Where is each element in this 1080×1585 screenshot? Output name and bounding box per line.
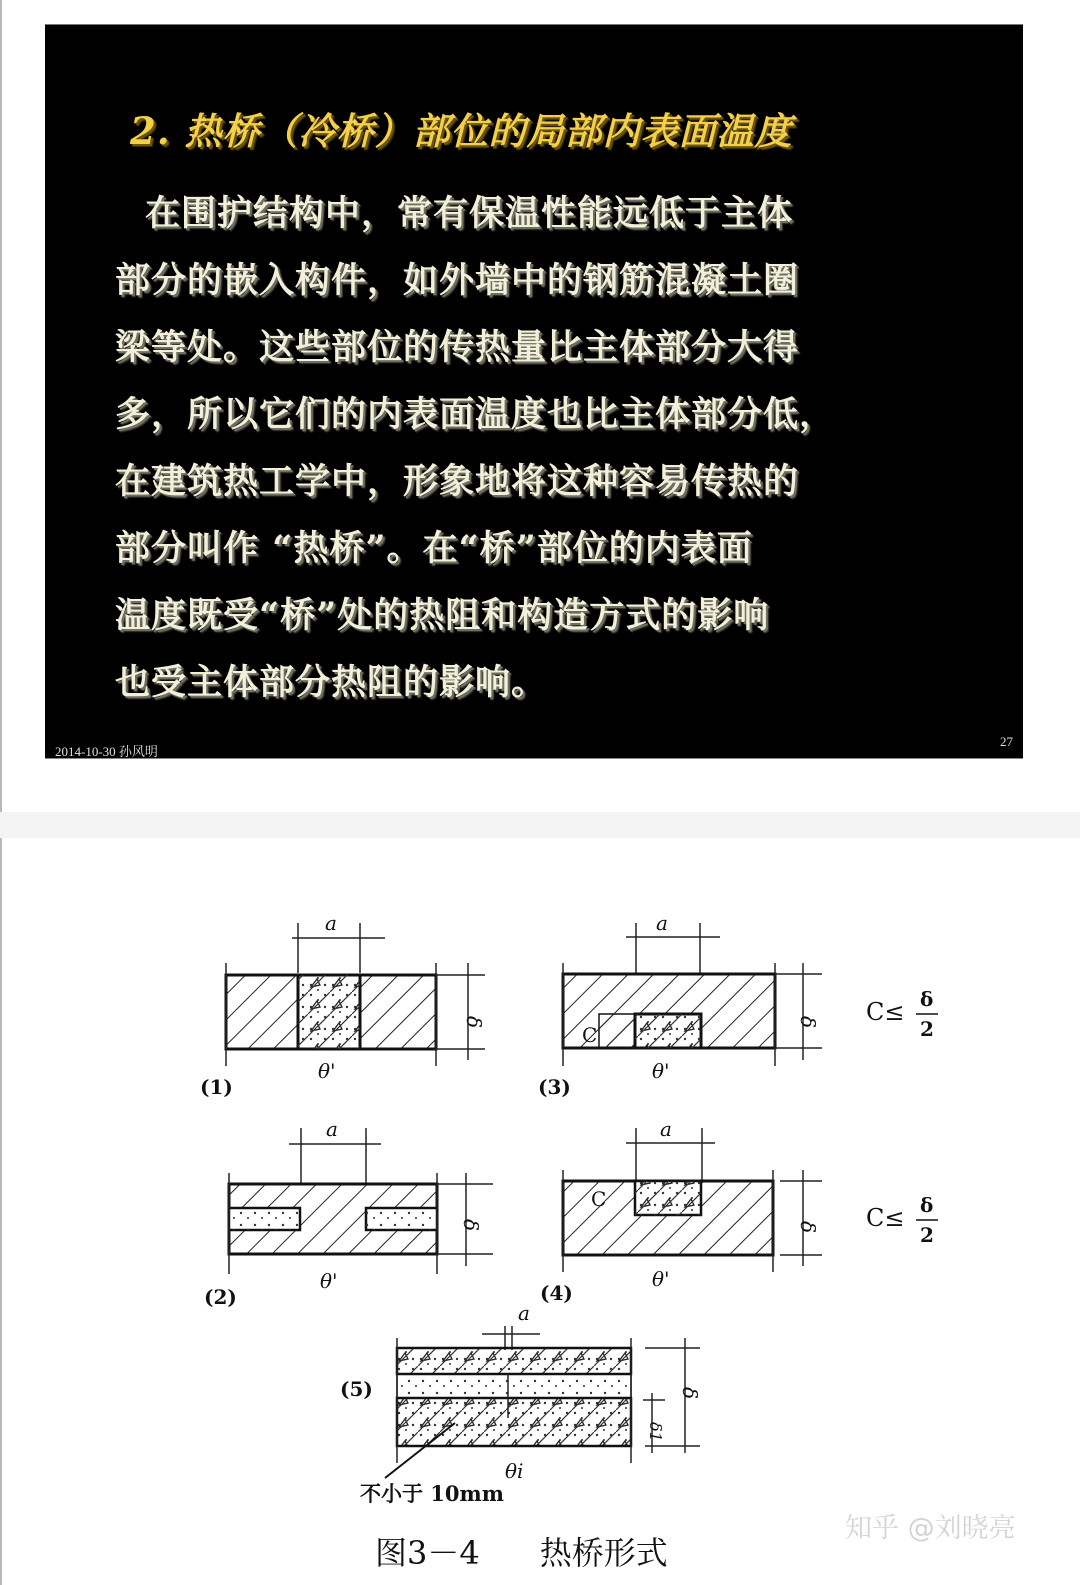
svg-text:θ': θ' <box>652 1059 670 1083</box>
svg-text:2: 2 <box>920 1017 934 1041</box>
svg-text:δ: δ <box>462 1016 486 1029</box>
svg-text:δ: δ <box>920 987 934 1011</box>
svg-text:(3): (3) <box>538 1075 571 1099</box>
svg-text:C≤: C≤ <box>866 1204 905 1232</box>
slide-body-line: 梁等处。这些部位的传热量比主体部分大得 <box>115 327 800 368</box>
slide-page-number: 27 <box>1000 734 1013 749</box>
figure-caption <box>375 1528 668 1574</box>
panel-5 <box>340 1301 702 1483</box>
svg-text:θi: θi <box>505 1459 524 1483</box>
svg-text:θ': θ' <box>320 1269 338 1293</box>
svg-text:a: a <box>325 911 337 935</box>
slide-image <box>45 24 1023 759</box>
min-10mm-note: 不小于 10mm <box>360 1481 504 1506</box>
slide-footer-date-author: 2014-10-30 孙风明 <box>55 744 158 759</box>
slide-body-line: 在围护结构中，常有保温性能远低于主体 <box>145 193 794 234</box>
svg-text:θ': θ' <box>318 1059 336 1083</box>
svg-text:(2): (2) <box>204 1285 237 1309</box>
svg-text:C≤: C≤ <box>866 998 905 1026</box>
slide-body-line: 在建筑热工学中，形象地将这种容易传热的 <box>115 461 800 502</box>
svg-text:2: 2 <box>920 1223 934 1247</box>
svg-text:δ: δ <box>796 1016 820 1029</box>
svg-text:δ: δ <box>678 1387 702 1400</box>
panel-1 <box>200 911 486 1099</box>
svg-text:δ1: δ1 <box>646 1422 665 1442</box>
slide-body-line: 部分的嵌入构件，如外墙中的钢筋混凝土圈 <box>115 260 800 301</box>
svg-text:δ: δ <box>796 1221 820 1234</box>
slide-body-line: 部分叫作 “热桥”。在“桥”部位的内表面 <box>115 528 753 569</box>
zhihu-watermark: 知乎 @刘晓亮 <box>845 1513 1016 1544</box>
diagram-drawing <box>0 838 1080 1585</box>
svg-text:θ': θ' <box>652 1267 670 1291</box>
panel-3 <box>538 911 938 1099</box>
panel-2 <box>204 1117 493 1309</box>
svg-text:a: a <box>518 1301 530 1325</box>
svg-text:δ: δ <box>920 1193 934 1217</box>
panel-4 <box>540 1117 938 1305</box>
svg-text:δ: δ <box>459 1219 483 1232</box>
slide-body-line: 温度既受“桥”处的热阻和构造方式的影响 <box>115 595 770 636</box>
svg-text:(4): (4) <box>540 1281 573 1305</box>
slide-body-line: 多，所以它们的内表面温度也比主体部分低， <box>115 394 836 435</box>
svg-text:(1): (1) <box>200 1075 233 1099</box>
section-separator <box>0 812 1080 838</box>
svg-text:(5): (5) <box>340 1377 373 1401</box>
thermal-bridge-figure <box>0 838 1080 1585</box>
slide-body <box>115 180 995 716</box>
svg-text:a: a <box>656 911 668 935</box>
figure-caption-number: 图3－4 <box>375 1534 480 1572</box>
svg-text:C: C <box>591 1187 607 1211</box>
figure-caption-title: 热桥形式 <box>539 1534 668 1572</box>
svg-text:a: a <box>326 1117 338 1141</box>
slide-body-line: 也受主体部分热阻的影响。 <box>115 662 548 703</box>
svg-text:a: a <box>660 1117 672 1141</box>
svg-text:C: C <box>582 1023 598 1047</box>
slide-title: 2. 热桥（冷桥）部位的局部内表面温度 <box>130 109 793 153</box>
